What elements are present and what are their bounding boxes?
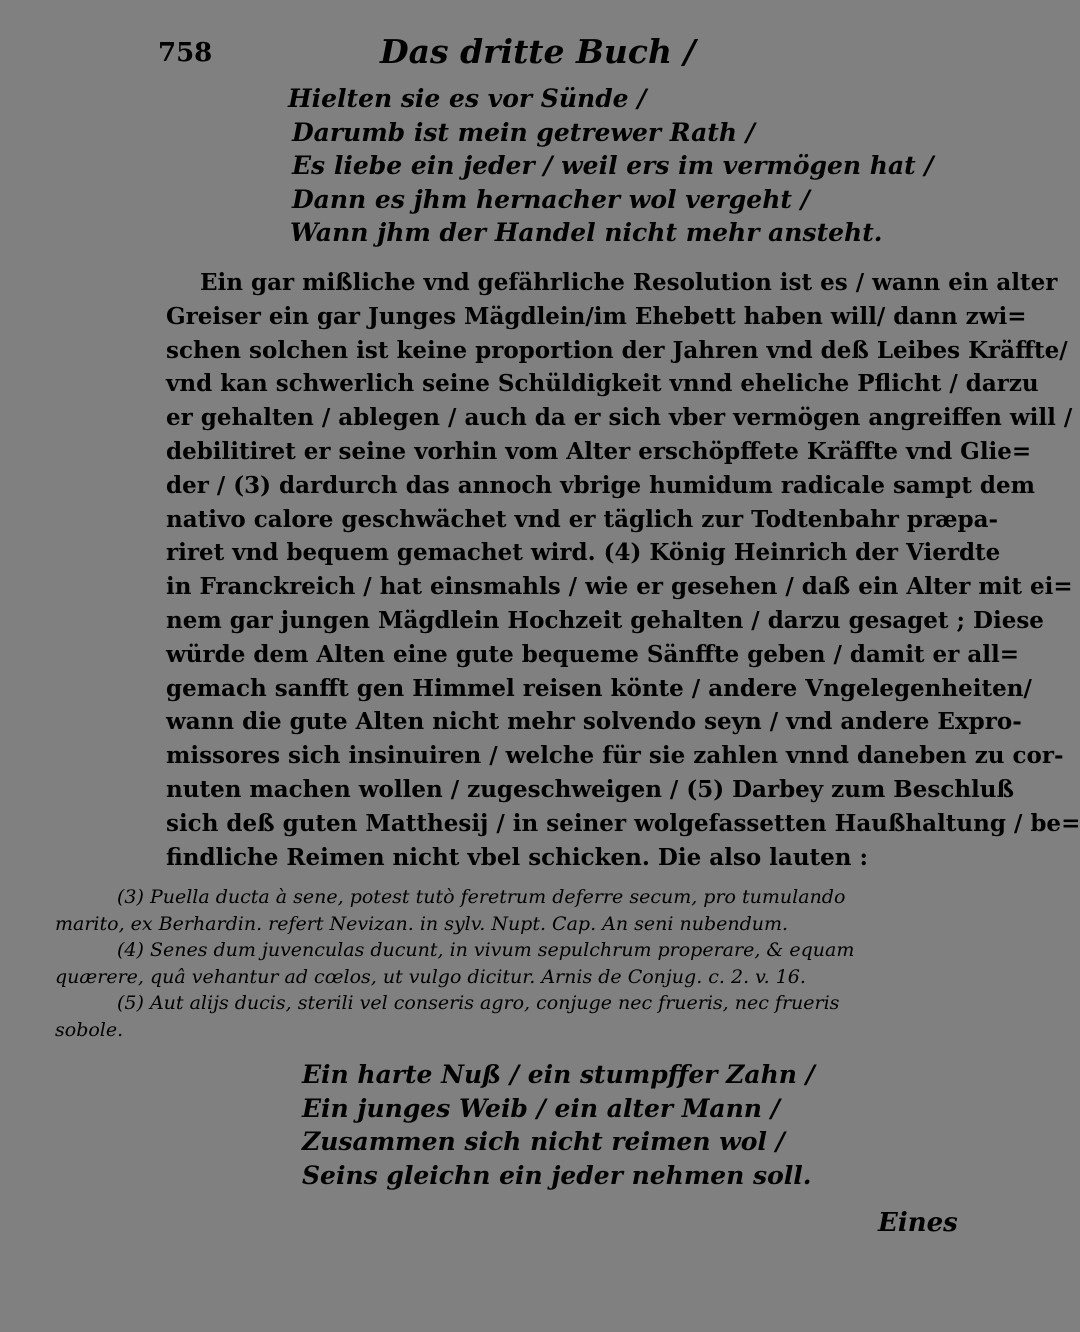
prose-line: missores sich insinuiren / welche für sie zahlen vnnd daneben zu cor- xyxy=(166,742,1064,770)
verse-block-bottom xyxy=(302,1058,815,1192)
verse-line: Dann es jhm hernacher wol vergeht / xyxy=(292,184,810,214)
prose-line: findliche Reimen nicht vbel schicken. Die also lauten : xyxy=(166,843,869,871)
footnote-line: (3) Puella ducta à sene, potest tutò feretrum deferre secum, pro tumulando xyxy=(117,886,846,908)
prose-paragraph xyxy=(166,266,1080,874)
verse-block-top xyxy=(288,82,934,250)
prose-line: wann die gute Alten nicht mehr solvendo seyn / vnd andere Expro- xyxy=(166,708,1022,736)
prose-line: schen solchen ist keine proportion der Jahren vnd deß Leibes Kräffte/ xyxy=(166,336,1068,364)
verse-line: Seins gleichn ein jeder nehmen soll. xyxy=(302,1160,812,1190)
prose-line: sich deß guten Matthesij / in seiner wolgefassetten Haußhaltung / be= xyxy=(166,809,1080,837)
prose-line: würde dem Alten eine gute bequeme Sänffte geben / damit er all= xyxy=(166,640,1019,668)
verse-line: Ein harte Nuß / ein stumpffer Zahn / xyxy=(302,1060,815,1089)
prose-line: nuten machen wollen / zugeschweigen / (5) Darbey zum Beschluß xyxy=(166,775,1014,803)
prose-line: in Franckreich / hat einsmahls / wie er gesehen / daß ein Alter mit ei= xyxy=(166,573,1073,601)
prose-line: er gehalten / ablegen / auch da er sich vber vermögen angreiffen will / xyxy=(166,404,1073,432)
prose-line: der / (3) dardurch das annoch vbrige humidum radicale sampt dem xyxy=(166,471,1035,499)
footnote-line: (5) Aut alijs ducis, sterili vel conseris agro, conjuge nec frueris, nec frueris xyxy=(117,992,840,1014)
footnote-line: marito, ex Berhardin. refert Nevizan. in sylv. Nupt. Cap. An seni nubendum. xyxy=(55,912,789,935)
prose-line: nativo calore geschwächet vnd er täglich zur Todtenbahr præpa- xyxy=(166,505,999,533)
prose-line: debilitiret er seine vorhin vom Alter erschöpffete Kräffte vnd Glie= xyxy=(166,437,1032,465)
prose-line: Ein gar mißliche vnd gefährliche Resolution ist es / wann ein alter xyxy=(200,269,1058,296)
prose-line: Greiser ein gar Junges Mägdlein/im Ehebett haben will/ dann zwi= xyxy=(166,302,1027,330)
prose-line: vnd kan schwerlich seine Schüldigkeit vnnd eheliche Pflicht / darzu xyxy=(166,370,1039,398)
footnote-line: (4) Senes dum juvenculas ducunt, in vivum sepulchrum properare, & equam xyxy=(117,939,855,961)
catchword: Eines xyxy=(878,1208,958,1238)
page-header xyxy=(158,32,858,76)
prose-line: gemach sanfft gen Himmel reisen könte / andere Vngelegenheiten/ xyxy=(166,674,1032,702)
running-title: Das dritte Buch / xyxy=(380,32,696,71)
prose-line: riret vnd bequem gemachet wird. (4) König Heinrich der Vierdte xyxy=(166,539,1001,567)
footnote-line: sobole. xyxy=(55,1018,124,1041)
verse-line: Ein junges Weib / ein alter Mann / xyxy=(302,1093,780,1123)
verse-line: Es liebe ein jeder / weil ers im vermögen hat / xyxy=(292,151,934,180)
prose-line: nem gar jungen Mägdlein Hochzeit gehalten / darzu gesaget ; Diese xyxy=(166,606,1044,634)
footnote-line: quærere, quâ vehantur ad cœlos, ut vulgo dicitur. Arnis de Conjug. c. 2. v. 16. xyxy=(55,965,806,988)
verse-line: Zusammen sich nicht reimen wol / xyxy=(302,1127,785,1156)
verse-line: Darumb ist mein getrewer Rath / xyxy=(292,117,755,147)
footnotes xyxy=(55,884,945,1043)
page-number: 758 xyxy=(158,38,213,68)
verse-line: Hielten sie es vor Sünde / xyxy=(288,84,647,113)
verse-line: Wann jhm der Handel nicht mehr ansteht. xyxy=(290,218,883,247)
